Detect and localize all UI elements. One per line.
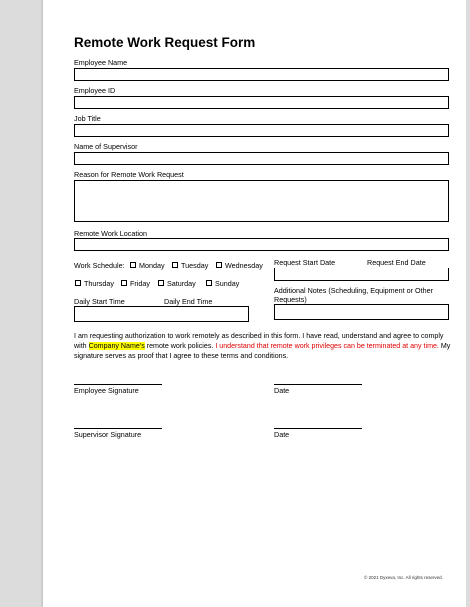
saturday-checkbox[interactable] <box>158 280 164 286</box>
employee-signature-line[interactable] <box>74 384 162 385</box>
sunday-checkbox[interactable] <box>206 280 212 286</box>
company-name-placeholder: Company Name's <box>88 342 145 351</box>
employee-name-field[interactable] <box>74 68 449 81</box>
copyright-footer: © 2021 Dyxeva, Inc. All rights reserved. <box>364 575 443 580</box>
supervisor-name-label: Name of Supervisor <box>74 142 138 151</box>
location-field[interactable] <box>74 238 449 251</box>
work-schedule-label: Work Schedule: <box>74 261 125 270</box>
day-friday[interactable]: Friday <box>121 279 150 288</box>
location-label: Remote Work Location <box>74 229 147 238</box>
employee-id-label: Employee ID <box>74 86 116 95</box>
reason-label: Reason for Remote Work Request <box>74 170 184 179</box>
daily-start-time-label: Daily Start Time <box>74 297 125 306</box>
request-start-date-label: Request Start Date <box>274 258 336 267</box>
supervisor-date-label: Date <box>274 430 290 439</box>
additional-notes-field[interactable] <box>274 304 449 320</box>
form-page <box>43 0 466 607</box>
supervisor-name-field[interactable] <box>74 152 449 165</box>
form-title: Remote Work Request Form <box>74 35 256 50</box>
job-title-field[interactable] <box>74 124 449 137</box>
wednesday-checkbox[interactable] <box>216 262 222 268</box>
additional-notes-label: Additional Notes (Scheduling, Equipment or Other Requests) <box>274 286 434 304</box>
supervisor-signature-label: Supervisor Signature <box>74 430 142 439</box>
monday-checkbox[interactable] <box>130 262 136 268</box>
employee-id-field[interactable] <box>74 96 449 109</box>
supervisor-signature-line[interactable] <box>74 428 162 429</box>
employee-signature-label: Employee Signature <box>74 386 139 395</box>
day-thursday[interactable]: Thursday <box>75 279 114 288</box>
employee-date-label: Date <box>274 386 290 395</box>
employee-date-line[interactable] <box>274 384 362 385</box>
day-sunday[interactable]: Sunday <box>206 279 239 288</box>
daily-time-field[interactable] <box>74 306 249 322</box>
authorization-statement: I am requesting authorization to work remotely as described in this form. I have read, understand and agree to comply with Company Name's remote work policies. I understand that remote work privileges can be terminated at any time. My signature serves as proof that I agree to these terms and conditions. <box>74 332 451 361</box>
thursday-checkbox[interactable] <box>75 280 81 286</box>
reason-field[interactable] <box>74 180 449 222</box>
day-wednesday[interactable]: Wednesday <box>216 261 263 270</box>
friday-checkbox[interactable] <box>121 280 127 286</box>
tuesday-checkbox[interactable] <box>172 262 178 268</box>
request-end-date-label: Request End Date <box>367 258 426 267</box>
day-tuesday[interactable]: Tuesday <box>172 261 208 270</box>
day-saturday[interactable]: Saturday <box>158 279 196 288</box>
employee-name-label: Employee Name <box>74 58 128 67</box>
day-monday[interactable]: Monday <box>130 261 165 270</box>
daily-end-time-label: Daily End Time <box>164 297 213 306</box>
job-title-label: Job Title <box>74 114 101 123</box>
supervisor-date-line[interactable] <box>274 428 362 429</box>
termination-warning: I understand that remote work privileges can be terminated at any time. <box>215 342 439 351</box>
request-dates-field[interactable] <box>274 268 449 281</box>
